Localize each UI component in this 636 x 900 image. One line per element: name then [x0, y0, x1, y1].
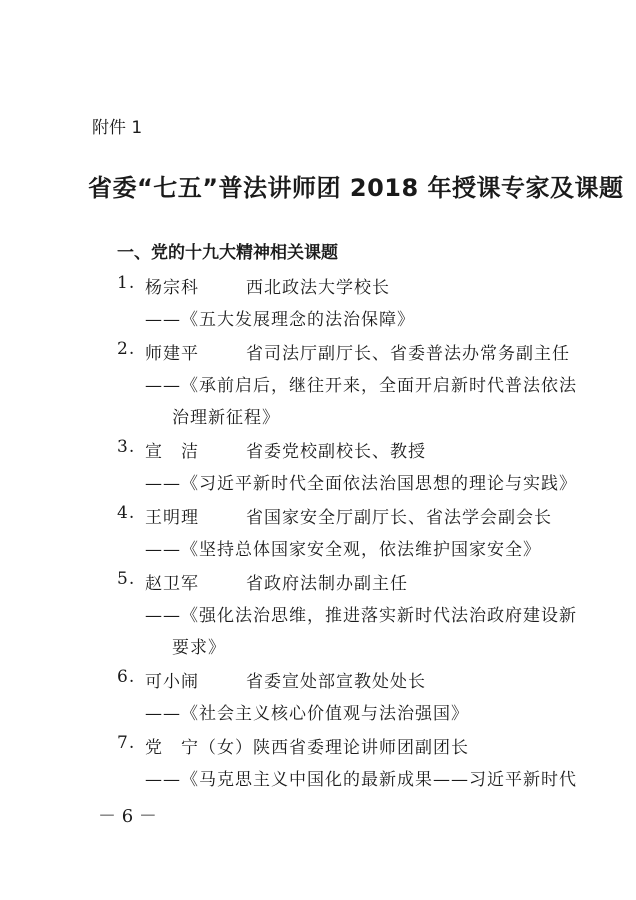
- entry-number: 6.: [117, 667, 136, 687]
- expert-name: 可小闹: [145, 672, 199, 692]
- entry-5-topic: ——《强化法治思维，推进落实新时代法治政府建设新: [145, 606, 577, 626]
- expert-position: 省司法厅副厅长、省委普法办常务副主任: [246, 344, 570, 364]
- expert-name: 宣 洁: [145, 442, 199, 462]
- expert-name: 杨宗科: [145, 278, 199, 298]
- expert-position: 省委宣处部宣教处处长: [246, 672, 426, 692]
- section-heading: 一、党的十九大精神相关课题: [117, 243, 338, 263]
- expert-position: 省委党校副校长、教授: [246, 442, 426, 462]
- entry-3-topic: ——《习近平新时代全面依法治国思想的理论与实践》: [145, 474, 577, 494]
- expert-position: 省国家安全厅副厅长、省法学会副会长: [246, 508, 552, 528]
- entry-number: 1.: [117, 273, 136, 293]
- expert-name: 党 宁（女）陕西省委理论讲师团副团长: [145, 738, 469, 758]
- entry-2-topic: ——《承前启后，继往开来，全面开启新时代普法依法: [145, 376, 577, 396]
- attachment-label: 附件 1: [92, 118, 143, 138]
- expert-position: 西北政法大学校长: [246, 278, 390, 298]
- entry-number: 2.: [117, 339, 136, 359]
- expert-name: 赵卫军: [145, 574, 199, 594]
- entry-7-topic: ——《马克思主义中国化的最新成果——习近平新时代: [145, 770, 577, 790]
- entry-5-topic-continued: 要求》: [172, 638, 226, 658]
- entry-4-topic: ——《坚持总体国家安全观，依法维护国家安全》: [145, 540, 541, 560]
- expert-name: 王明理: [145, 508, 199, 528]
- entry-number: 3.: [117, 437, 136, 457]
- entry-1-topic: ——《五大发展理念的法治保障》: [145, 310, 415, 330]
- page-number: － 6 －: [98, 806, 157, 827]
- entry-number: 4.: [117, 503, 136, 523]
- entry-6-topic: ——《社会主义核心价值观与法治强国》: [145, 704, 469, 724]
- entry-2-topic-continued: 治理新征程》: [172, 408, 280, 428]
- entry-number: 5.: [117, 569, 136, 589]
- expert-name: 师建平: [145, 344, 199, 364]
- document-title: 省委“七五”普法讲师团 2018 年授课专家及课题: [88, 174, 624, 202]
- expert-position: 省政府法制办副主任: [246, 574, 408, 594]
- entry-number: 7.: [117, 733, 136, 753]
